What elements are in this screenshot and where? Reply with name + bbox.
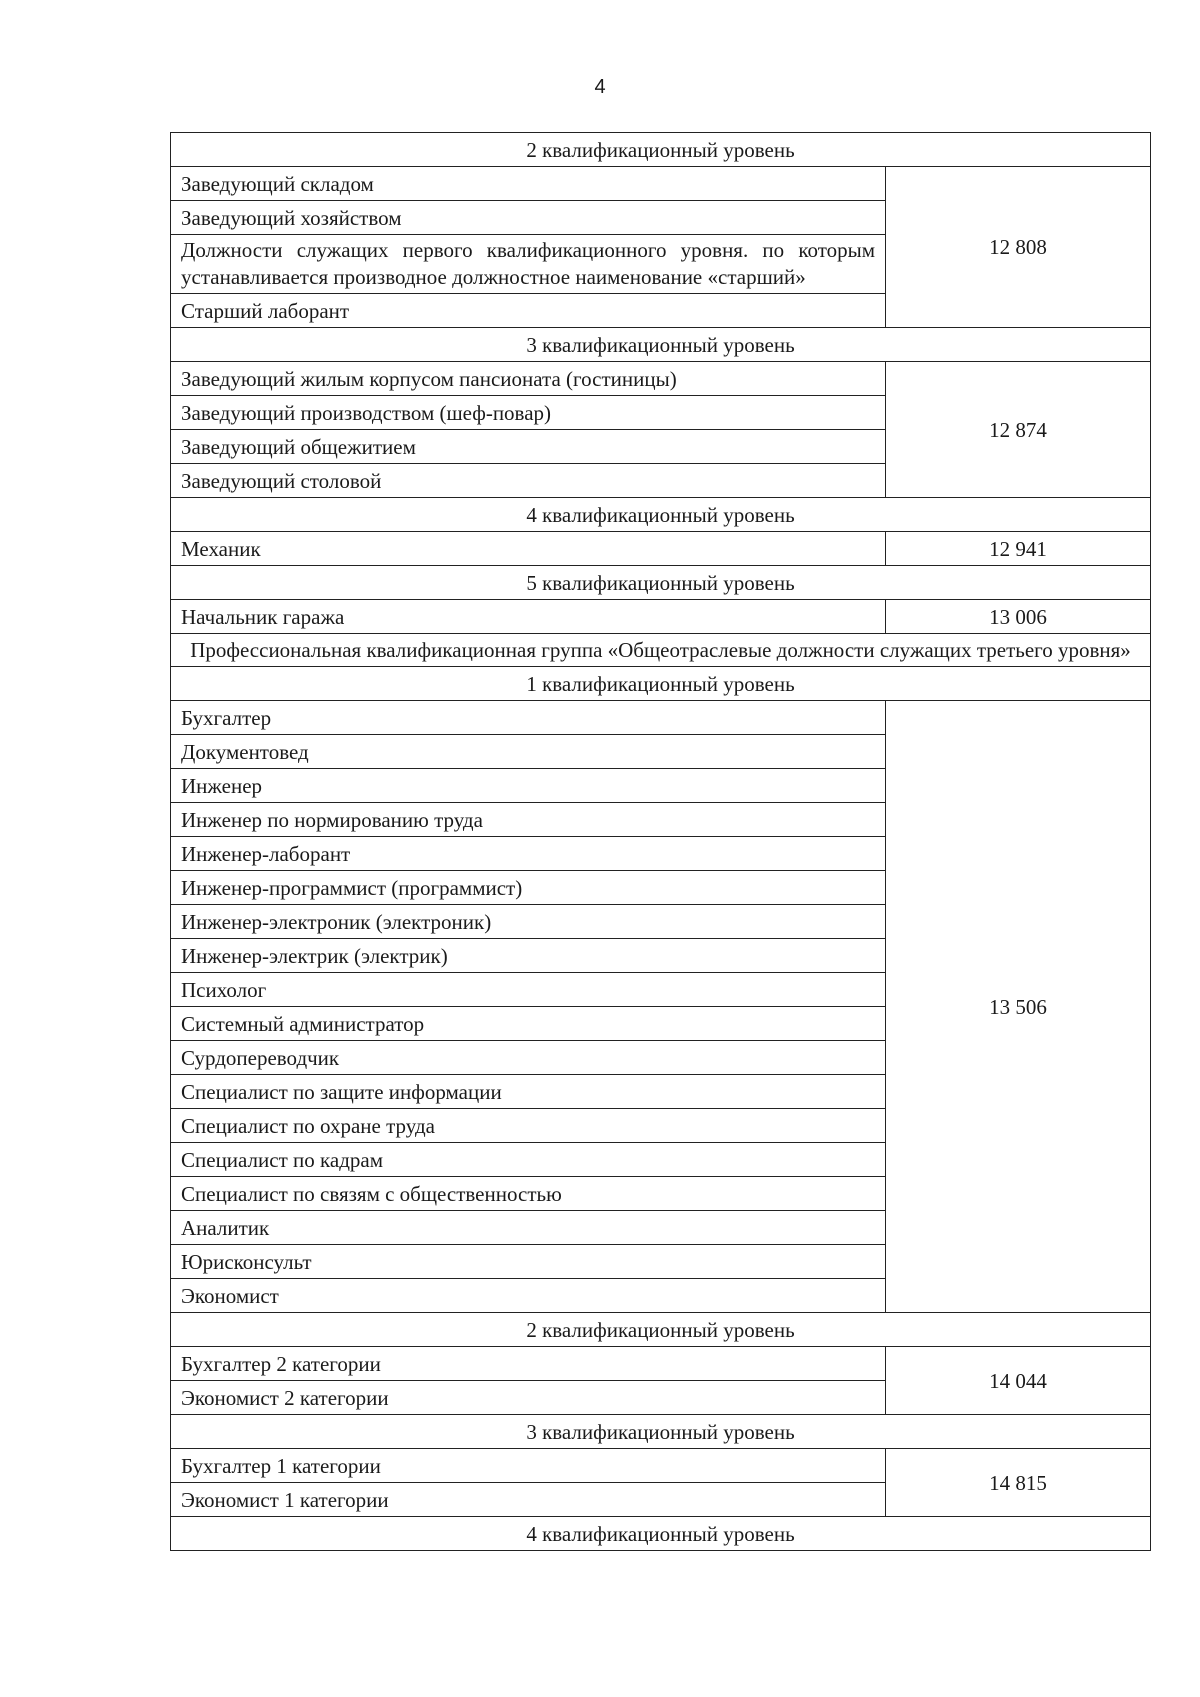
position-name: Инженер по нормированию труда <box>171 803 886 837</box>
position-name: Инженер-электрик (электрик) <box>171 939 886 973</box>
salary-value: 13 006 <box>886 600 1151 634</box>
position-name: Инженер-лаборант <box>171 837 886 871</box>
position-name: Аналитик <box>171 1211 886 1245</box>
position-name: Системный администратор <box>171 1007 886 1041</box>
salary-value: 12 874 <box>886 362 1151 498</box>
position-name: Экономист <box>171 1279 886 1313</box>
level-heading: 2 квалификационный уровень <box>171 1313 1151 1347</box>
position-name: Экономист 2 категории <box>171 1381 886 1415</box>
position-name: Заведующий жилым корпусом пансионата (гостиницы) <box>171 362 886 396</box>
level-heading: 5 квалификационный уровень <box>171 566 1151 600</box>
level-heading: 1 квалификационный уровень <box>171 667 1151 701</box>
position-row <box>171 600 1151 634</box>
position-name: Специалист по защите информации <box>171 1075 886 1109</box>
position-name: Специалист по связям с общественностью <box>171 1177 886 1211</box>
level-row <box>171 1415 1151 1449</box>
level-row <box>171 133 1151 167</box>
position-name: Бухгалтер 1 категории <box>171 1449 886 1483</box>
group-row <box>171 634 1151 667</box>
position-name: Инженер-программист (программист) <box>171 871 886 905</box>
position-name: Юрисконсульт <box>171 1245 886 1279</box>
position-name: Психолог <box>171 973 886 1007</box>
level-row <box>171 566 1151 600</box>
position-name: Механик <box>171 532 886 566</box>
position-name: Бухгалтер 2 категории <box>171 1347 886 1381</box>
position-row <box>171 167 1151 201</box>
level-heading: 3 квалификационный уровень <box>171 328 1151 362</box>
position-name: Начальник гаража <box>171 600 886 634</box>
position-name: Бухгалтер <box>171 701 886 735</box>
level-row <box>171 1313 1151 1347</box>
level-heading: 2 квалификационный уровень <box>171 133 1151 167</box>
position-name: Инженер <box>171 769 886 803</box>
position-name: Документовед <box>171 735 886 769</box>
page-number: 4 <box>594 76 606 98</box>
salary-table <box>170 132 1151 1551</box>
level-row <box>171 667 1151 701</box>
position-name: Заведующий столовой <box>171 464 886 498</box>
position-name: Инженер-электроник (электроник) <box>171 905 886 939</box>
salary-value: 12 941 <box>886 532 1151 566</box>
level-row <box>171 1517 1151 1551</box>
salary-value: 14 044 <box>886 1347 1151 1415</box>
group-heading: Профессиональная квалификационная группа «Общеотраслевые должности служащих третьего уровня» <box>171 634 1151 667</box>
level-heading: 4 квалификационный уровень <box>171 1517 1151 1551</box>
level-row <box>171 328 1151 362</box>
level-row <box>171 498 1151 532</box>
position-name: Специалист по кадрам <box>171 1143 886 1177</box>
position-name: Заведующий общежитием <box>171 430 886 464</box>
position-name: Экономист 1 категории <box>171 1483 886 1517</box>
salary-value: 12 808 <box>886 167 1151 328</box>
position-row <box>171 1347 1151 1381</box>
level-heading: 4 квалификационный уровень <box>171 498 1151 532</box>
level-heading: 3 квалификационный уровень <box>171 1415 1151 1449</box>
position-name: Заведующий хозяйством <box>171 201 886 235</box>
position-name: Заведующий складом <box>171 167 886 201</box>
position-row <box>171 532 1151 566</box>
salary-value: 14 815 <box>886 1449 1151 1517</box>
position-name: Старший лаборант <box>171 294 886 328</box>
position-name: Сурдопереводчик <box>171 1041 886 1075</box>
position-row <box>171 1449 1151 1483</box>
position-name: Заведующий производством (шеф-повар) <box>171 396 886 430</box>
position-name: Должности служащих первого квалификационного уровня. по которым устанавливается производное должностное наименование «старший» <box>171 235 886 294</box>
position-row <box>171 701 1151 735</box>
salary-value: 13 506 <box>886 701 1151 1313</box>
position-row <box>171 362 1151 396</box>
position-name: Специалист по охране труда <box>171 1109 886 1143</box>
